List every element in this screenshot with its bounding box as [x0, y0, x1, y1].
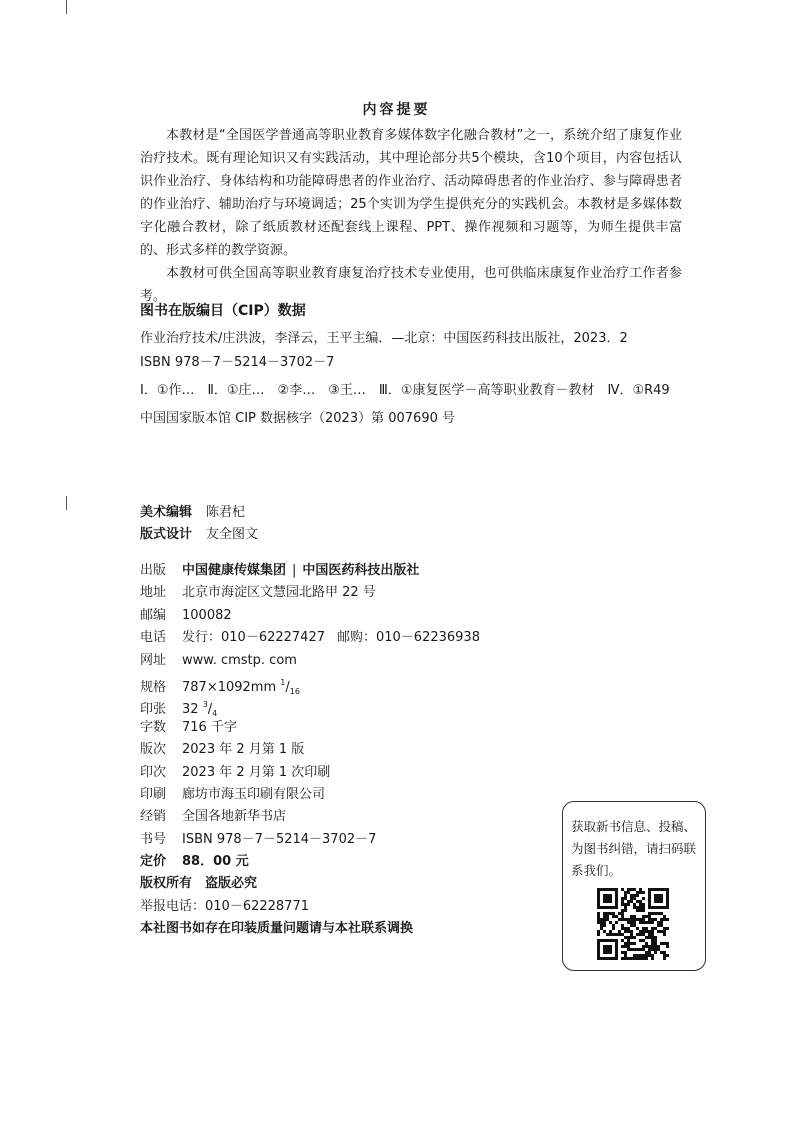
summary-section	[140, 124, 682, 308]
words-row	[140, 717, 480, 739]
credit-label: 美术编辑	[140, 505, 193, 520]
edition-row	[140, 739, 480, 761]
credit-label: 版式设计	[140, 527, 193, 542]
sheets-slash: /	[207, 702, 213, 718]
summary-title: 内容提要	[362, 102, 431, 118]
format-slash: /	[285, 679, 290, 695]
row-label: 邮编	[140, 607, 167, 623]
address-value: 北京市海淀区文慧园北路甲 22 号	[182, 585, 376, 601]
qr-code-icon[interactable]	[597, 888, 669, 960]
credit-value: 陈君杞	[206, 505, 246, 520]
row-label: 规格	[140, 679, 167, 695]
isbn-row	[140, 829, 480, 851]
publisher-row	[140, 560, 480, 582]
qr-panel	[562, 801, 706, 971]
phone-mail-order: 邮购：010－62236938	[336, 630, 480, 646]
format-denominator: 16	[289, 686, 300, 696]
row-label: 印张	[140, 702, 167, 718]
printer-row	[140, 784, 480, 806]
credit-art-editor	[140, 502, 258, 524]
cip-classification: Ⅰ．①作… Ⅱ．①庄… ②李… ③王… Ⅲ．①康复医学－高等职业教育－教材 Ⅳ．①R49	[140, 383, 670, 398]
row-label: 地址	[140, 585, 167, 601]
printer-value: 廊坊市海玉印刷有限公司	[182, 786, 326, 802]
cip-record-number: 中国国家版本馆 CIP 数据核字（2023）第 007690 号	[140, 411, 455, 426]
phone-row	[140, 627, 480, 649]
publisher-divider: |	[292, 563, 297, 578]
qr-panel-text: 获取新书信息、投稿、为图书纠错，请扫码联系我们。	[571, 819, 697, 878]
printing-value: 2023 年 2 月第 1 次印刷	[182, 764, 331, 780]
summary-paragraph-2: 本教材可供全国高等职业教育康复治疗技术专业使用，也可供临床康复作业治疗工作者参考。	[140, 266, 682, 304]
words-value: 716 千字	[182, 719, 237, 735]
cip-heading: 图书在版编目（CIP）数据	[140, 303, 306, 319]
defect-notice: 本社图书如存在印装质量问题请与本社联系调换	[140, 921, 414, 937]
top-edge-mark	[66, 0, 67, 14]
format-numerator: 1	[280, 677, 286, 687]
distributor-value: 全国各地新华书店	[182, 809, 287, 825]
edition-value: 2023 年 2 月第 1 版	[182, 742, 305, 758]
website-row	[140, 650, 480, 672]
price-row	[140, 851, 480, 873]
summary-paragraph-1: 本教材是“全国医学普通高等职业教育多媒体数字化融合教材”之一，系统介绍了康复作业治疗技术。既有理论知识又有实践活动，其中理论部分共5个模块，含10个项目，内容包括认识作业治疗、身体结构和功能障碍患者的作业治疗、活动障碍患者的作业治疗、参与障碍患者的作业治疗、辅助治疗与环境调适；25个实训为学生提供充分的实践机会。本教材是多媒体数字化融合教材，除了纸质教材还配套线上课程、PPT、操作视频和习题等，为师生提供丰富的、形式多样的教学资源。	[140, 128, 682, 258]
row-label: 网址	[140, 652, 167, 668]
isbn-value: ISBN 978－7－5214－3702－7	[182, 831, 377, 847]
sheets-denominator: 4	[212, 709, 218, 719]
row-label: 字数	[140, 719, 167, 735]
phone-issue: 发行：010－62227427	[182, 630, 325, 646]
row-label: 印刷	[140, 786, 167, 802]
sheets-numerator: 3	[202, 700, 208, 710]
row-label: 出版	[140, 563, 167, 578]
postcode-row	[140, 605, 480, 627]
sheets-row	[140, 694, 480, 719]
row-label: 书号	[140, 831, 167, 847]
distributor-row	[140, 806, 480, 828]
credit-value: 友全图文	[206, 527, 259, 542]
credits-section	[140, 502, 258, 546]
format-row	[140, 672, 480, 694]
publisher-group: 中国健康传媒集团	[182, 563, 287, 578]
row-label: 经销	[140, 809, 167, 825]
report-phone: 举报电话：010－62228771	[140, 898, 309, 914]
publisher-name: 中国医药科技出版社	[302, 563, 420, 578]
sheets-whole: 32	[182, 702, 199, 718]
format-value: 787×1092mm	[182, 679, 277, 695]
website-value: www. cmstp. com	[182, 652, 297, 668]
postcode-value: 100082	[182, 607, 232, 623]
price-value: 88．00 元	[182, 854, 249, 870]
row-label: 定价	[140, 854, 167, 870]
row-label: 电话	[140, 630, 167, 646]
credit-layout-design	[140, 524, 258, 546]
row-label: 版次	[140, 742, 167, 758]
publication-info	[140, 560, 480, 941]
printing-row	[140, 762, 480, 784]
address-row	[140, 582, 480, 604]
cip-section	[140, 301, 700, 431]
middle-edge-mark	[66, 496, 67, 510]
row-label: 印次	[140, 764, 167, 780]
cip-title-line: 作业治疗技术/庄洪波，李泽云，王平主编．—北京：中国医药科技出版社，2023．2	[140, 331, 628, 346]
cip-isbn: ISBN 978－7－5214－3702－7	[140, 355, 335, 370]
rights-notice: 版权所有 盗版必究	[140, 876, 258, 892]
